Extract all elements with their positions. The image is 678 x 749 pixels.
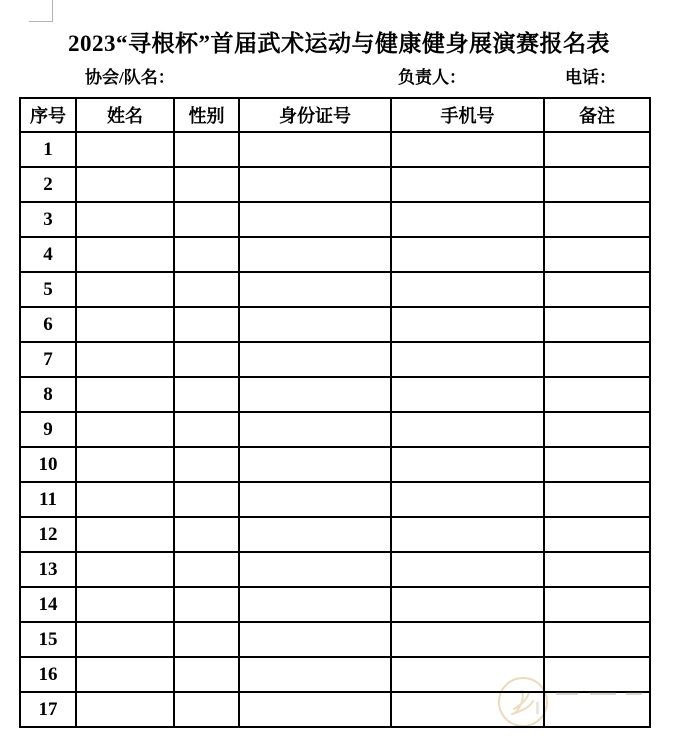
row-number-cell: 11 xyxy=(20,482,76,517)
phone-label: 电话： xyxy=(565,68,616,87)
empty-cell[interactable] xyxy=(239,167,391,202)
row-number-cell: 15 xyxy=(20,622,76,657)
empty-cell[interactable] xyxy=(239,482,391,517)
empty-cell[interactable] xyxy=(239,622,391,657)
empty-cell[interactable] xyxy=(76,202,174,237)
page-title: 2023“寻根杯”首届武术运动与健康健身展演赛报名表 xyxy=(68,31,610,56)
empty-cell[interactable] xyxy=(76,657,174,692)
margin-corner-mark xyxy=(29,0,53,22)
row-number-cell: 4 xyxy=(20,237,76,272)
empty-cell[interactable] xyxy=(391,272,544,307)
empty-cell[interactable] xyxy=(391,552,544,587)
table-row xyxy=(20,272,650,307)
row-number-cell: 5 xyxy=(20,272,76,307)
row-number-cell: 17 xyxy=(20,692,76,727)
empty-cell[interactable] xyxy=(174,482,239,517)
table-row xyxy=(20,622,650,657)
empty-cell[interactable] xyxy=(391,587,544,622)
header-row xyxy=(20,98,650,132)
watermark-artifact xyxy=(626,692,642,695)
empty-cell[interactable] xyxy=(391,377,544,412)
empty-cell[interactable] xyxy=(391,342,544,377)
table-row xyxy=(20,237,650,272)
empty-cell[interactable] xyxy=(76,517,174,552)
column-header: 备注 xyxy=(544,98,650,132)
table-row xyxy=(20,307,650,342)
empty-cell[interactable] xyxy=(544,132,650,167)
empty-cell[interactable] xyxy=(239,517,391,552)
empty-cell[interactable] xyxy=(174,307,239,342)
empty-cell[interactable] xyxy=(174,342,239,377)
empty-cell[interactable] xyxy=(544,377,650,412)
empty-cell[interactable] xyxy=(76,552,174,587)
empty-cell[interactable] xyxy=(76,132,174,167)
empty-cell[interactable] xyxy=(239,202,391,237)
registration-table xyxy=(19,97,651,728)
table-row xyxy=(20,587,650,622)
leader-label: 负责人： xyxy=(398,68,466,87)
row-number-cell: 9 xyxy=(20,412,76,447)
empty-cell[interactable] xyxy=(544,237,650,272)
empty-cell[interactable] xyxy=(174,237,239,272)
empty-cell[interactable] xyxy=(174,412,239,447)
empty-cell[interactable] xyxy=(391,622,544,657)
empty-cell[interactable] xyxy=(544,307,650,342)
row-number-cell: 14 xyxy=(20,587,76,622)
empty-cell[interactable] xyxy=(174,447,239,482)
empty-cell[interactable] xyxy=(239,307,391,342)
empty-cell[interactable] xyxy=(239,377,391,412)
table-row xyxy=(20,132,650,167)
empty-cell[interactable] xyxy=(544,482,650,517)
table-row xyxy=(20,377,650,412)
row-number-cell: 8 xyxy=(20,377,76,412)
empty-cell[interactable] xyxy=(391,132,544,167)
empty-cell[interactable] xyxy=(544,272,650,307)
column-header: 姓名 xyxy=(76,98,174,132)
empty-cell[interactable] xyxy=(174,202,239,237)
empty-cell[interactable] xyxy=(391,657,544,692)
empty-cell[interactable] xyxy=(391,237,544,272)
empty-cell[interactable] xyxy=(544,517,650,552)
empty-cell[interactable] xyxy=(174,167,239,202)
empty-cell[interactable] xyxy=(544,657,650,692)
empty-cell[interactable] xyxy=(544,202,650,237)
empty-cell[interactable] xyxy=(391,202,544,237)
empty-cell[interactable] xyxy=(544,692,650,727)
empty-cell[interactable] xyxy=(76,412,174,447)
watermark-artifact xyxy=(536,702,539,714)
empty-cell[interactable] xyxy=(76,587,174,622)
row-number-cell: 12 xyxy=(20,517,76,552)
empty-cell[interactable] xyxy=(76,692,174,727)
empty-cell[interactable] xyxy=(76,167,174,202)
watermark-artifact xyxy=(556,692,578,695)
empty-cell[interactable] xyxy=(391,482,544,517)
column-header: 性别 xyxy=(174,98,239,132)
watermark-artifact xyxy=(590,692,616,695)
empty-cell[interactable] xyxy=(174,132,239,167)
empty-cell[interactable] xyxy=(544,342,650,377)
row-number-cell: 1 xyxy=(20,132,76,167)
table-row xyxy=(20,552,650,587)
empty-cell[interactable] xyxy=(76,342,174,377)
column-header: 手机号 xyxy=(391,98,544,132)
row-number-cell: 16 xyxy=(20,657,76,692)
empty-cell[interactable] xyxy=(391,447,544,482)
table-row xyxy=(20,167,650,202)
empty-cell[interactable] xyxy=(239,587,391,622)
empty-cell[interactable] xyxy=(544,622,650,657)
empty-cell[interactable] xyxy=(76,622,174,657)
table-row xyxy=(20,692,650,727)
table-row xyxy=(20,342,650,377)
empty-cell[interactable] xyxy=(391,307,544,342)
row-number-cell: 13 xyxy=(20,552,76,587)
column-header: 序号 xyxy=(20,98,76,132)
empty-cell[interactable] xyxy=(391,412,544,447)
row-number-cell: 6 xyxy=(20,307,76,342)
empty-cell[interactable] xyxy=(239,412,391,447)
empty-cell[interactable] xyxy=(76,447,174,482)
empty-cell[interactable] xyxy=(76,307,174,342)
empty-cell[interactable] xyxy=(239,237,391,272)
table-row xyxy=(20,412,650,447)
empty-cell[interactable] xyxy=(391,167,544,202)
column-header: 身份证号 xyxy=(239,98,391,132)
empty-cell[interactable] xyxy=(544,447,650,482)
empty-cell[interactable] xyxy=(544,412,650,447)
empty-cell[interactable] xyxy=(174,692,239,727)
empty-cell[interactable] xyxy=(239,447,391,482)
row-number-cell: 7 xyxy=(20,342,76,377)
table-row xyxy=(20,447,650,482)
empty-cell[interactable] xyxy=(239,272,391,307)
empty-cell[interactable] xyxy=(544,587,650,622)
empty-cell[interactable] xyxy=(174,622,239,657)
row-number-cell: 10 xyxy=(20,447,76,482)
empty-cell[interactable] xyxy=(239,657,391,692)
empty-cell[interactable] xyxy=(76,237,174,272)
table-row xyxy=(20,482,650,517)
empty-cell[interactable] xyxy=(239,132,391,167)
empty-cell[interactable] xyxy=(174,587,239,622)
empty-cell[interactable] xyxy=(76,272,174,307)
empty-cell[interactable] xyxy=(174,377,239,412)
table-row xyxy=(20,517,650,552)
empty-cell[interactable] xyxy=(76,482,174,517)
empty-cell[interactable] xyxy=(76,377,174,412)
table-row xyxy=(20,202,650,237)
row-number-cell: 2 xyxy=(20,167,76,202)
team-name-label: 协会/队名： xyxy=(85,68,175,87)
empty-cell[interactable] xyxy=(174,517,239,552)
empty-cell[interactable] xyxy=(239,552,391,587)
empty-cell[interactable] xyxy=(391,692,544,727)
table-row xyxy=(20,657,650,692)
empty-cell[interactable] xyxy=(239,342,391,377)
info-line xyxy=(0,63,678,89)
empty-cell[interactable] xyxy=(239,692,391,727)
empty-cell[interactable] xyxy=(174,272,239,307)
empty-cell[interactable] xyxy=(544,167,650,202)
empty-cell[interactable] xyxy=(391,517,544,552)
empty-cell[interactable] xyxy=(174,552,239,587)
empty-cell[interactable] xyxy=(544,552,650,587)
row-number-cell: 3 xyxy=(20,202,76,237)
empty-cell[interactable] xyxy=(174,657,239,692)
